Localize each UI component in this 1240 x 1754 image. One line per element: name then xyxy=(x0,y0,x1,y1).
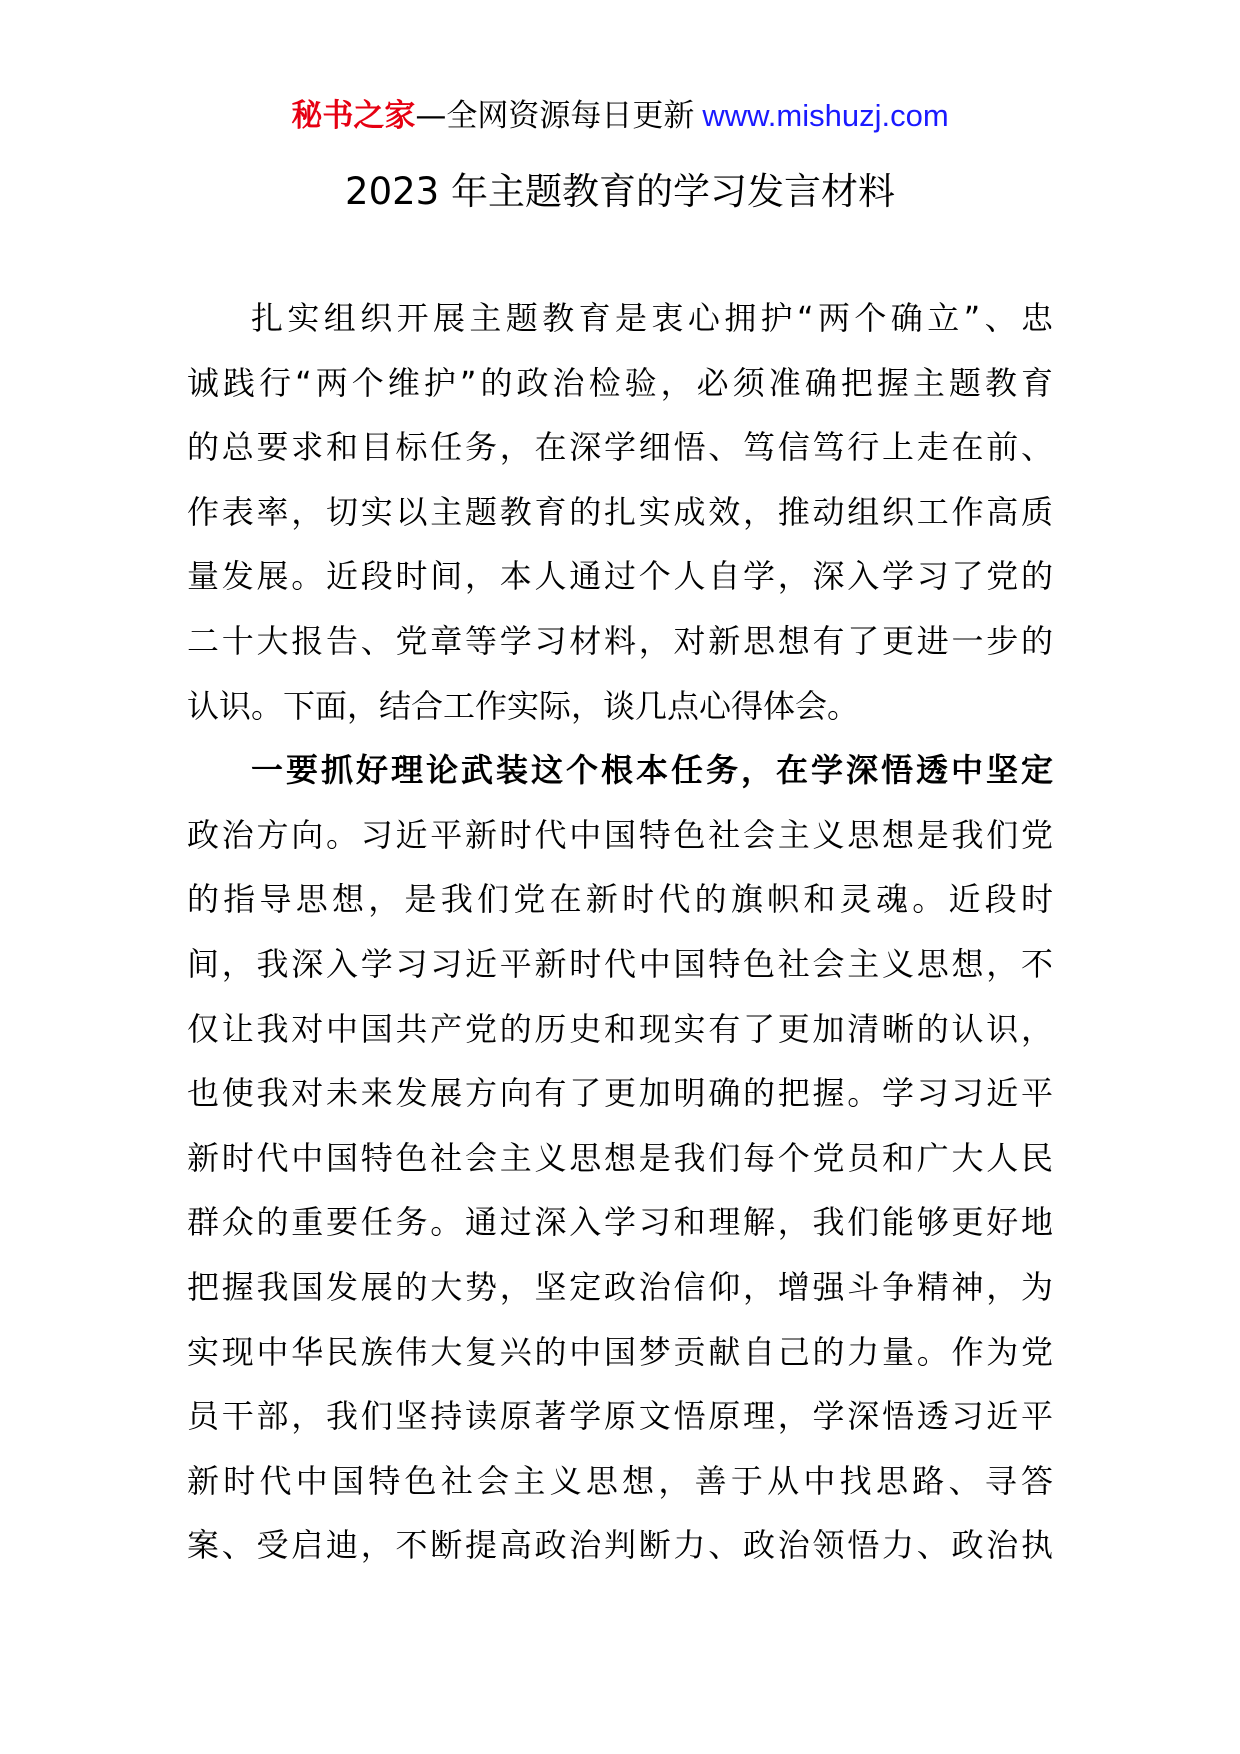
paragraph-1-line-4: 作表率，切实以主题教育的扎实成效，推动组织工作高质 xyxy=(187,492,1053,531)
paragraph-1-line-7: 认识。下面，结合工作实际，谈几点心得体会。 xyxy=(187,686,860,725)
paragraph-2-heading: 一要抓好理论武装这个根本任务，在学深悟透中坚定 xyxy=(251,751,1053,790)
paragraph-2-line-7: 群众的重要任务。通过深入学习和理解，我们能够更好地 xyxy=(187,1203,1053,1242)
paragraph-2-line-10: 员干部，我们坚持读原著学原文悟原理，学深悟透习近平 xyxy=(187,1397,1053,1436)
paragraph-1-line-1: 扎实组织开展主题教育是衷心拥护“两个确立”、忠 xyxy=(251,299,1053,337)
paragraph-2-line-11: 新时代中国特色社会主义思想，善于从中找思路、寻答 xyxy=(187,1461,1053,1500)
brand-name: 秘书之家 xyxy=(291,98,416,134)
document-title: 2023 年主题教育的学习发言材料 xyxy=(345,170,895,213)
site-header xyxy=(0,94,1240,138)
paragraph-1-line-3: 的总要求和目标任务，在深学细悟、笃信笃行上走在前、 xyxy=(187,428,1053,467)
paragraph-2-line-4: 仅让我对中国共产党的历史和现实有了更加清晰的认识， xyxy=(187,1009,1053,1048)
paragraph-1-line-2: 诚践行“两个维护”的政治检验，必须准确把握主题教育 xyxy=(187,363,1053,402)
paragraph-2-line-9: 实现中华民族伟大复兴的中国梦贡献自己的力量。作为党 xyxy=(187,1332,1053,1371)
paragraph-2-line-3: 间，我深入学习习近平新时代中国特色社会主义思想，不 xyxy=(187,944,1053,983)
paragraph-2-line-8: 把握我国发展的大势，坚定政治信仰，增强斗争精神，为 xyxy=(187,1267,1053,1306)
paragraph-2-line-6: 新时代中国特色社会主义思想是我们每个党员和广大人民 xyxy=(187,1138,1053,1177)
paragraph-1-line-6: 二十大报告、党章等学习材料，对新思想有了更进一步的 xyxy=(187,621,1053,660)
paragraph-2-line-1: 政治方向。习近平新时代中国特色社会主义思想是我们党 xyxy=(187,815,1053,854)
paragraph-2-line-2: 的指导思想，是我们党在新时代的旗帜和灵魂。近段时 xyxy=(187,880,1053,919)
paragraph-1-line-5: 量发展。近段时间，本人通过个人自学，深入学习了党的 xyxy=(187,557,1053,596)
paragraph-2-line-5: 也使我对未来发展方向有了更加明确的把握。学习习近平 xyxy=(187,1074,1053,1113)
site-url-link[interactable]: www.mishuzj.com xyxy=(702,98,949,133)
document-body xyxy=(187,286,1053,1578)
paragraph-2-line-12: 案、受启迪，不断提高政治判断力、政治领悟力、政治执 xyxy=(187,1526,1053,1565)
header-tagline: —全网资源每日更新 xyxy=(415,98,695,134)
